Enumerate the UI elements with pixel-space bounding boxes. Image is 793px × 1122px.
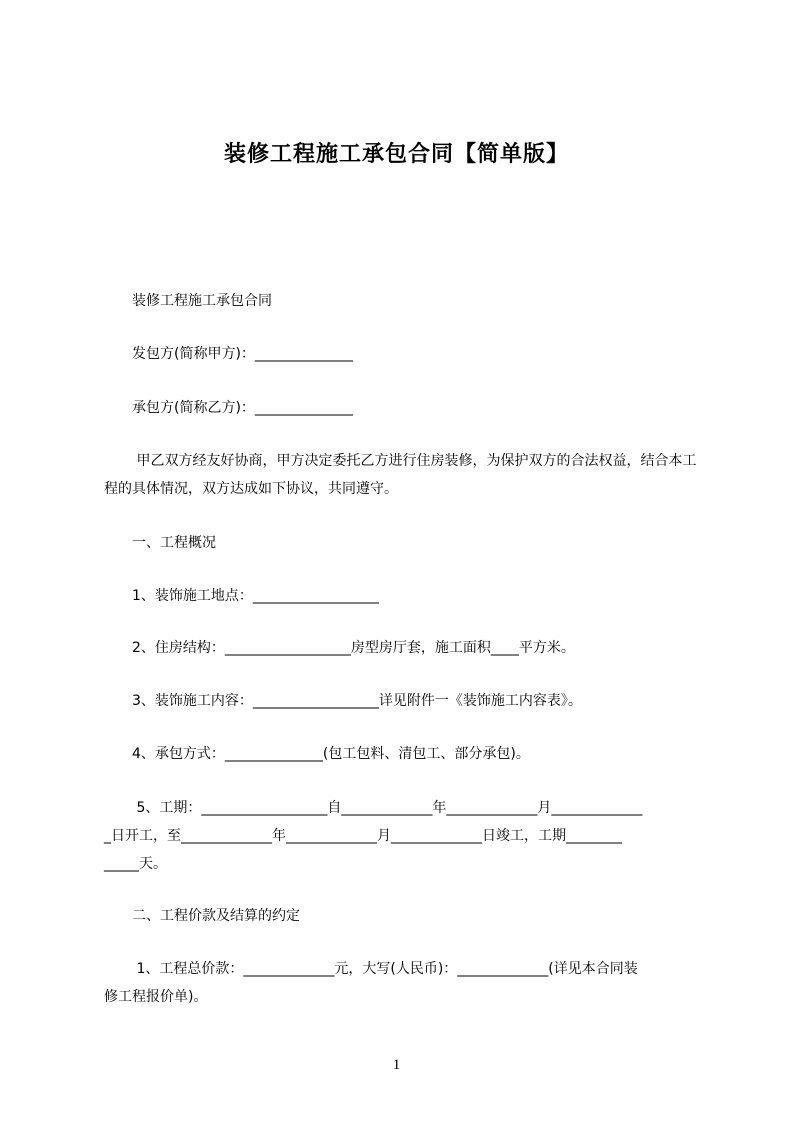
- clause-location: 1、装饰施工地点：__________________: [104, 588, 379, 604]
- section-heading-price: 二、工程价款及结算的约定: [104, 908, 300, 924]
- clause-content: 3、装饰施工内容：__________________详见附件一《装饰施工内容表》。: [104, 693, 582, 709]
- contract-name-heading: 装修工程施工承包合同: [104, 293, 272, 309]
- clause-structure: 2、住房结构：__________________房型房厅套，施工面积____平方米。: [104, 640, 575, 656]
- document-title: 装修工程施工承包合同【简单版】: [223, 142, 569, 167]
- preamble-paragraph: 甲乙双方经友好协商，甲方决定委托乙方进行住房装修，为保护双方的合法权益，结合本工程的具体情况，双方达成如下协议，共同遵守。: [104, 453, 697, 497]
- party-a-line: 发包方(简称甲方)：______________: [104, 346, 353, 362]
- clause-contract-method: 4、承包方式：______________(包工包料、清包工、部分承包)。: [104, 746, 530, 762]
- section-heading-overview: 一、工程概况: [104, 535, 216, 551]
- party-b-line: 承包方(简称乙方)：______________: [104, 400, 353, 416]
- clause-duration: 5、工期：__________________自_____________年_____________月_____________ _日开工，至_____________年_____________月_____________日竣工，工期________ _____天。: [104, 800, 643, 872]
- clause-total-price: 1、工程总价款：_____________元，大写(人民币)：_____________(详见本合同装 修工程报价单)。: [104, 961, 638, 1005]
- page-number: 1: [392, 1057, 401, 1073]
